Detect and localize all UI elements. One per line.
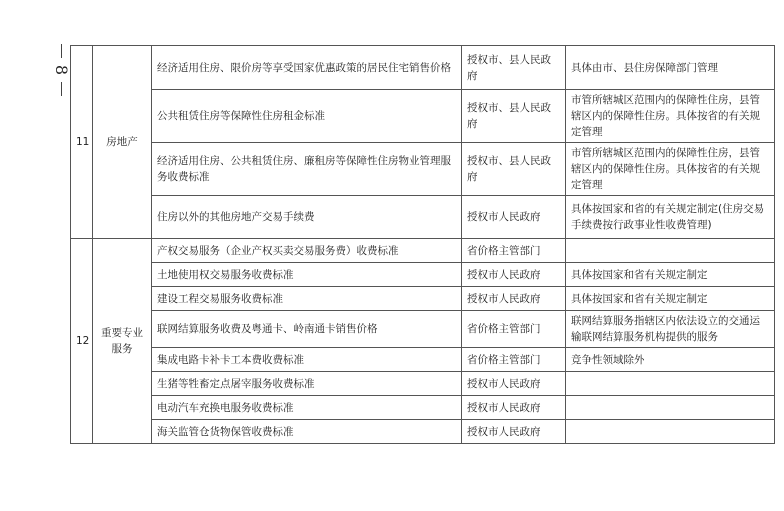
row-note: 具体按国家和省有关规定制定 xyxy=(566,263,775,287)
row-authority: 授权市、县人民政府 xyxy=(462,90,566,143)
page-number-dash-top xyxy=(61,44,62,58)
group-category: 房地产 xyxy=(93,46,152,239)
table-row xyxy=(71,420,775,444)
row-authority: 授权市、县人民政府 xyxy=(462,143,566,196)
row-authority: 省价格主管部门 xyxy=(462,239,566,263)
row-item: 生猪等牲畜定点屠宰服务收费标准 xyxy=(152,372,462,396)
row-note: 市管所辖城区范围内的保障性住房，县管辖区内的保障性住房。具体按省的有关规定管理 xyxy=(566,143,775,196)
row-authority: 授权市人民政府 xyxy=(462,287,566,311)
row-authority: 授权市人民政府 xyxy=(462,196,566,239)
row-authority: 授权市人民政府 xyxy=(462,396,566,420)
row-authority: 授权市人民政府 xyxy=(462,420,566,444)
row-note xyxy=(566,372,775,396)
row-note: 竞争性领域除外 xyxy=(566,348,775,372)
row-authority: 授权市、县人民政府 xyxy=(462,46,566,90)
table-row xyxy=(71,143,775,196)
row-authority: 授权市人民政府 xyxy=(462,372,566,396)
row-item: 电动汽车充换电服务收费标准 xyxy=(152,396,462,420)
table-row xyxy=(71,311,775,348)
group-index: 12 xyxy=(71,239,93,444)
row-note: 具体按国家和省的有关规定制定(住房交易手续费按行政事业性收费管理) xyxy=(566,196,775,239)
row-authority: 省价格主管部门 xyxy=(462,348,566,372)
table-row xyxy=(71,46,775,90)
table-row xyxy=(71,287,775,311)
row-item: 建设工程交易服务收费标准 xyxy=(152,287,462,311)
table-row xyxy=(71,239,775,263)
row-note: 具体由市、县住房保障部门管理 xyxy=(566,46,775,90)
row-item: 经济适用住房、公共租赁住房、廉租房等保障性住房物业管理服务收费标准 xyxy=(152,143,462,196)
row-authority: 省价格主管部门 xyxy=(462,311,566,348)
row-item: 产权交易服务（企业产权买卖交易服务费）收费标准 xyxy=(152,239,462,263)
pricing-catalog-table xyxy=(70,45,775,444)
row-item: 海关监管仓货物保管收费标准 xyxy=(152,420,462,444)
row-authority: 授权市人民政府 xyxy=(462,263,566,287)
row-item: 公共租赁住房等保障性住房租金标准 xyxy=(152,90,462,143)
table-row xyxy=(71,263,775,287)
page-number-marker xyxy=(50,44,72,104)
page-number-dash-bottom xyxy=(61,82,62,96)
table-row xyxy=(71,372,775,396)
row-note: 市管所辖城区范围内的保障性住房，县管辖区内的保障性住房。具体按省的有关规定管理 xyxy=(566,90,775,143)
row-item: 集成电路卡补卡工本费收费标准 xyxy=(152,348,462,372)
row-note: 具体按国家和省有关规定制定 xyxy=(566,287,775,311)
page-number: 8 xyxy=(52,64,71,76)
group-category: 重要专业服务 xyxy=(93,239,152,444)
row-item: 住房以外的其他房地产交易手续费 xyxy=(152,196,462,239)
row-note xyxy=(566,420,775,444)
row-item: 联网结算服务收费及粤通卡、岭南通卡销售价格 xyxy=(152,311,462,348)
row-item: 土地使用权交易服务收费标准 xyxy=(152,263,462,287)
row-item: 经济适用住房、限价房等享受国家优惠政策的居民住宅销售价格 xyxy=(152,46,462,90)
table-row xyxy=(71,396,775,420)
table-row xyxy=(71,348,775,372)
row-note: 联网结算服务指辖区内依法设立的交通运输联网结算服务机构提供的服务 xyxy=(566,311,775,348)
table-row xyxy=(71,196,775,239)
row-note xyxy=(566,396,775,420)
group-index: 11 xyxy=(71,46,93,239)
table-row xyxy=(71,90,775,143)
row-note xyxy=(566,239,775,263)
